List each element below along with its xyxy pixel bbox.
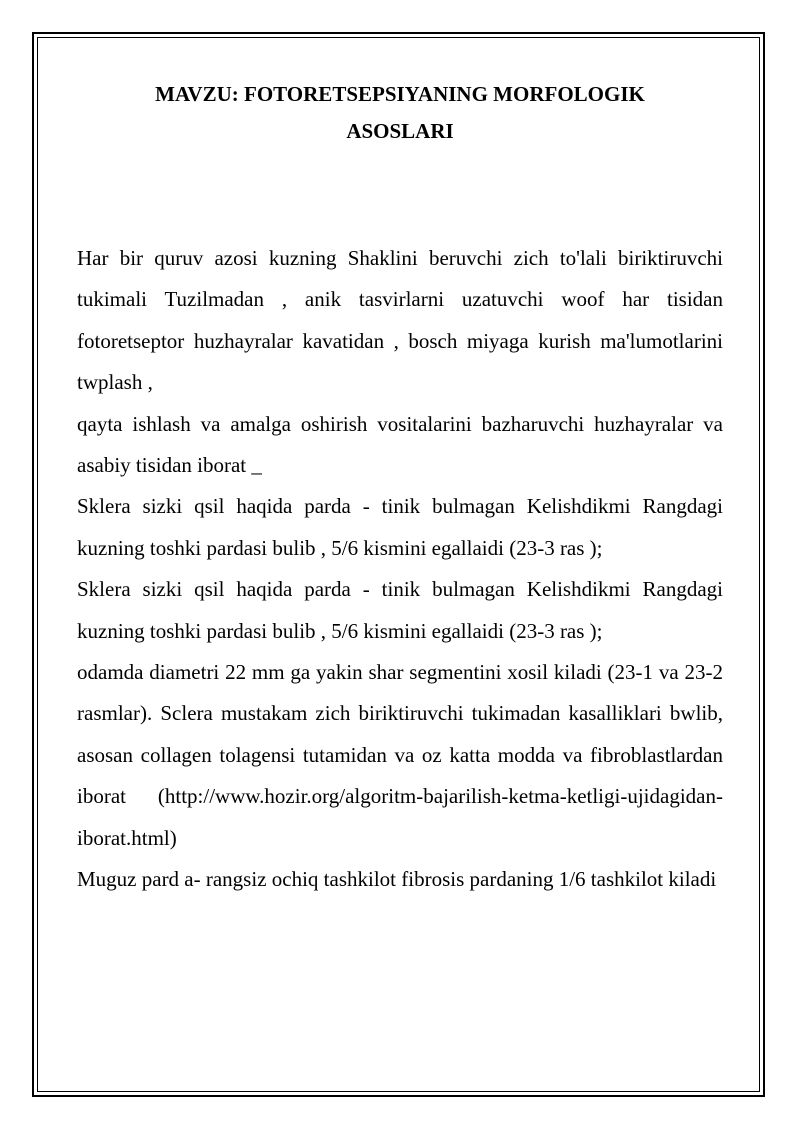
paragraph-5: odamda diametri 22 mm ga yakin shar segmentini xosil kiladi (23-1 va 23-2 rasmlar). Sclera mustakam zich biriktiruvchi tukimadan kasalliklari bwlib, asosan collagen tolagensi tutamidan va oz katta modda va fibroblastlardan iborat (http://www.hozir.org/algoritm-bajarilish-ketma-ketligi-ujidagidan-iborat.html) bbox=[77, 660, 723, 850]
title-line-2: ASOSLARI bbox=[346, 119, 454, 143]
paragraph-1: Har bir quruv azosi kuzning Shaklini beruvchi zich to'lali biriktiruvchi tukimali Tuzilmadan , anik tasvirlarni uzatuvchi woof har tisidan fotoretseptor huzhayralar kavatidan , bosch miyaga kurish ma'lumotlarini twplash , bbox=[77, 246, 723, 395]
paragraph-3: Sklera sizki qsil haqida parda - tinik bulmagan Kelishdikmi Rangdagi kuzning toshki pardasi bulib , 5/6 kismini egallaidi (23-3 ras ); bbox=[77, 494, 723, 560]
paragraph-6: Muguz pard a- rangsiz ochiq tashkilot fibrosis pardaning 1/6 tashkilot kiladi bbox=[77, 867, 717, 892]
document-body bbox=[77, 238, 723, 901]
paragraph-2: qayta ishlash va amalga oshirish vositalarini bazharuvchi huzhayralar va asabiy tisidan iborat _ bbox=[77, 411, 723, 478]
title-line-1: MAVZU: FOTORETSEPSIYANING MORFOLOGIK bbox=[155, 82, 645, 106]
document-title bbox=[77, 76, 723, 150]
paragraph-4: Sklera sizki qsil haqida parda - tinik bulmagan Kelishdikmi Rangdagi kuzning toshki pardasi bulib , 5/6 kismini egallaidi (23-3 ras ); bbox=[77, 577, 723, 643]
